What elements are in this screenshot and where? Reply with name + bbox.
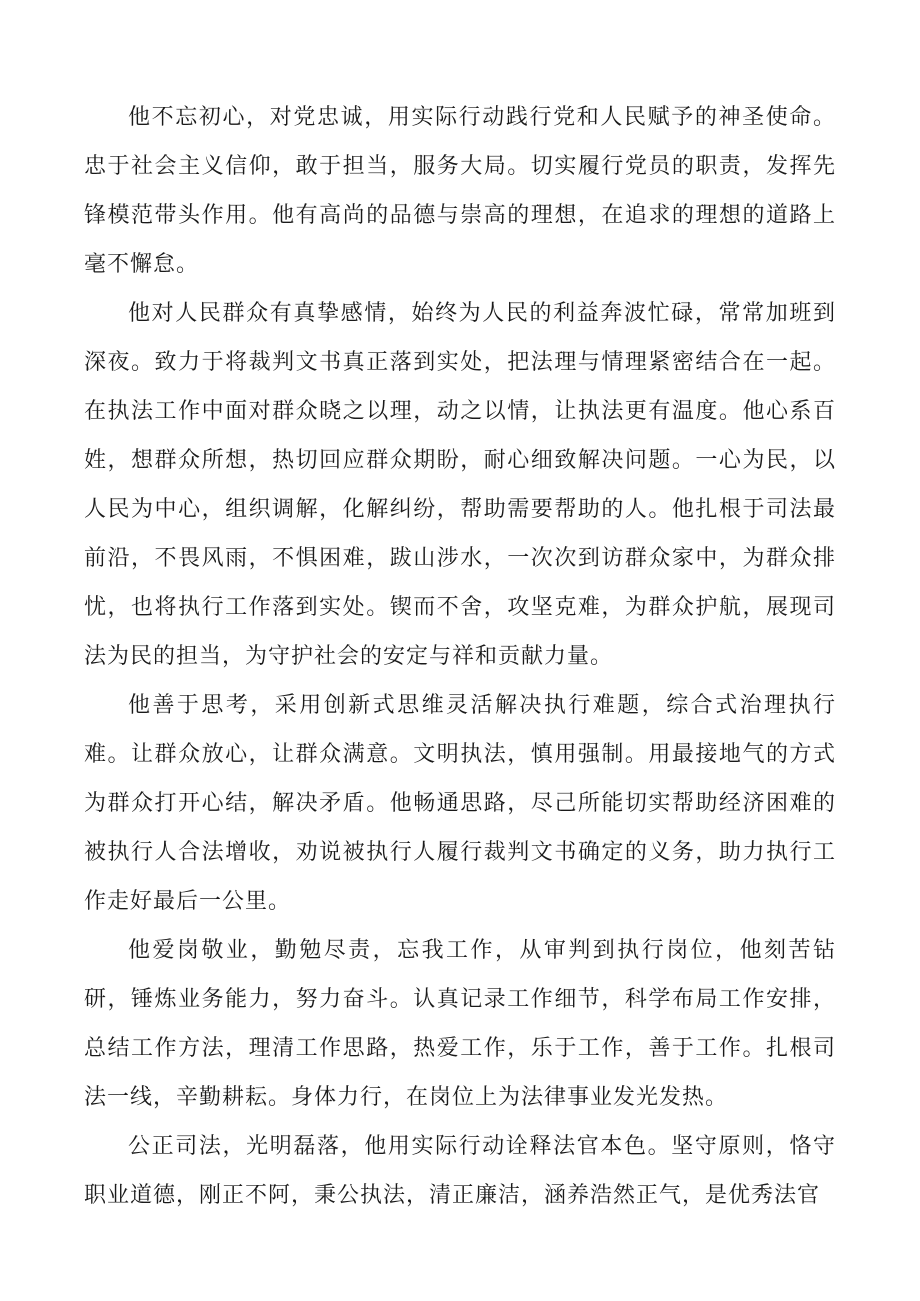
paragraph-dedication: 他爱岗敬业，勤勉尽责，忘我工作，从审判到执行岗位，他刻苦钻研，锤炼业务能力，努力奋斗。认真记录工作细节，科学布局工作安排，总结工作方法，理清工作思路，热爱工作，乐于工作，善于工作。扎根司法一线，辛勤耕耘。身体力行，在岗位上为法律事业发光发热。	[84, 938, 836, 1110]
paragraph-justice: 公正司法，光明磊落，他用实际行动诠释法官本色。坚守原则，恪守职业道德，刚正不阿，秉公执法，清正廉洁，涵养浩然正气，是优秀法官	[84, 1134, 836, 1208]
document-body	[84, 93, 836, 1220]
paragraph-serving-people: 他对人民群众有真挚感情，始终为人民的利益奔波忙碌，常常加班到深夜。致力于将裁判文书真正落到实处，把法理与情理紧密结合在一起。在执法工作中面对群众晓之以理，动之以情，让执法更有温度。他心系百姓，想群众所想，热切回应群众期盼，耐心细致解决问题。一心为民，以人民为中心，组织调解，化解纠纷，帮助需要帮助的人。他扎根于司法最前沿，不畏风雨，不惧困难，跋山涉水，一次次到访群众家中，为群众排忧，也将执行工作落到实处。锲而不舍，攻坚克难，为群众护航，展现司法为民的担当，为守护社会的安定与祥和贡献力量。	[84, 301, 836, 669]
paragraph-loyalty: 他不忘初心，对党忠诚，用实际行动践行党和人民赋予的神圣使命。忠于社会主义信仰，敢于担当，服务大局。切实履行党员的职责，发挥先锋模范带头作用。他有高尚的品德与崇高的理想，在追求的理想的道路上毫不懈怠。	[84, 105, 836, 277]
paragraph-innovation: 他善于思考，采用创新式思维灵活解决执行难题，综合式治理执行难。让群众放心，让群众满意。文明执法，慎用强制。用最接地气的方式为群众打开心结，解决矛盾。他畅通思路，尽己所能切实帮助经济困难的被执行人合法增收，劝说被执行人履行裁判文书确定的义务，助力执行工作走好最后一公里。	[84, 693, 836, 914]
